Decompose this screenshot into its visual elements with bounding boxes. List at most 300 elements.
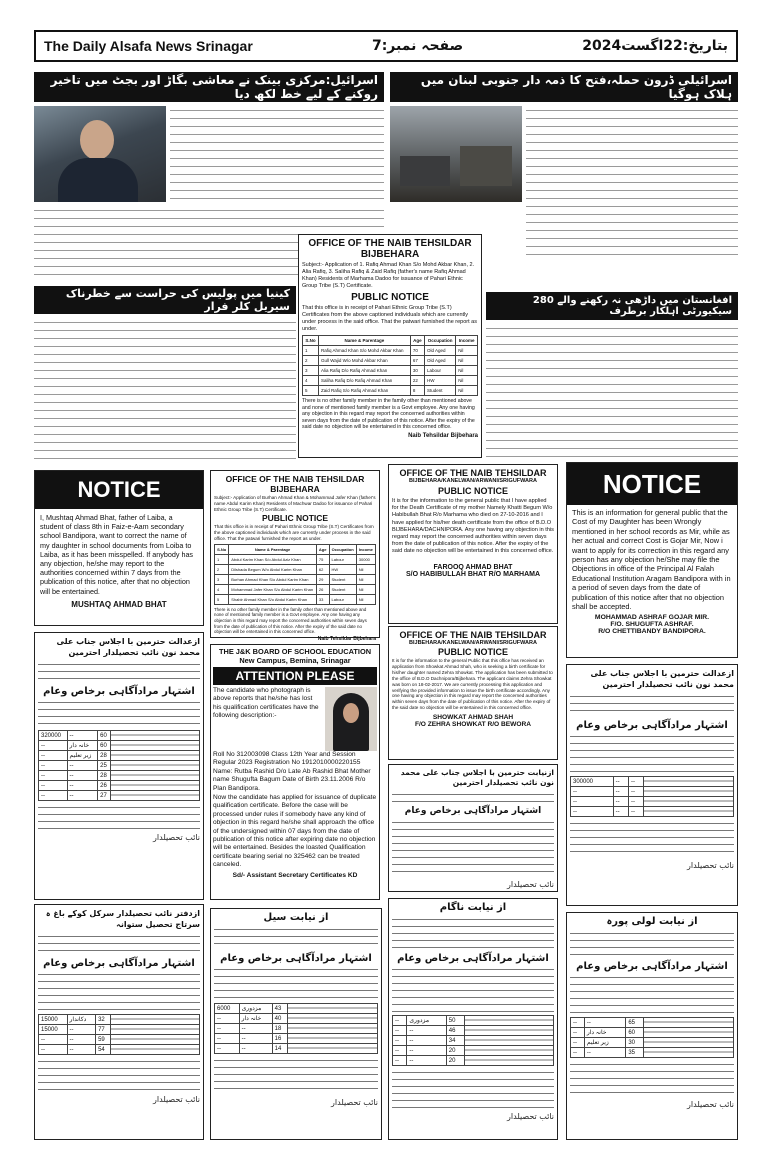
- table-cell: --: [67, 791, 98, 801]
- notice-title: اشتہار مرادآگاہی برخاص وعام: [397, 953, 549, 964]
- table-cell: 27: [98, 791, 111, 801]
- table-cell: Abdul Karim Khan S/o Abdul Aziz Khan: [229, 554, 317, 564]
- jk-board-notice: [210, 644, 380, 900]
- col-header: Income: [356, 544, 375, 554]
- col-header: Income: [456, 336, 478, 346]
- notice-text: [38, 1058, 200, 1092]
- table-cell: 43: [272, 1004, 288, 1014]
- table-row: [303, 346, 478, 356]
- table-cell: --: [67, 761, 98, 771]
- notice-head: از نیابت سیل: [263, 912, 329, 923]
- urdu-data-table: [570, 776, 734, 817]
- story-israel-lebanon: [390, 72, 738, 232]
- table-cell: Nil: [356, 594, 375, 604]
- table-row: [303, 386, 478, 396]
- table-cell: مزدوری: [407, 1016, 446, 1026]
- table-cell: 5: [303, 386, 319, 396]
- table-row: [39, 761, 200, 771]
- table-cell: Old Aged: [424, 356, 455, 366]
- table-cell: --: [393, 1046, 407, 1056]
- table-cell-name: [111, 751, 200, 761]
- table-cell: --: [407, 1056, 446, 1066]
- table-cell: 33: [316, 594, 329, 604]
- table-cell: 59: [96, 1035, 111, 1045]
- table-cell: --: [39, 1045, 68, 1055]
- table-cell: --: [629, 807, 644, 817]
- table-row: [571, 1018, 734, 1028]
- notice-signature: نائب تحصیلدار: [507, 880, 554, 889]
- table-row: [215, 1014, 378, 1024]
- naib-tehsildar-kanelwan-notice-1: [388, 464, 558, 624]
- notice-title: OFFICE OF THE NAIB TEHSILDAR: [399, 468, 547, 478]
- table-cell-name: [111, 791, 200, 801]
- table-row: [39, 741, 200, 751]
- table-cell: 65: [626, 1018, 644, 1028]
- table-cell: Old Aged: [424, 346, 455, 356]
- notice-head: از نیابت ناگام: [439, 902, 507, 913]
- urdu-notice-center-top: [388, 764, 558, 892]
- notice-subtitle: BIJBEHARA/KANELWAN/ARWANI/SRIGUFWARA: [409, 640, 537, 646]
- table-cell-name: [465, 1016, 554, 1026]
- table-row: [39, 731, 200, 741]
- col-header: Occupation: [424, 336, 455, 346]
- notice-label: PUBLIC NOTICE: [261, 513, 329, 524]
- table-cell: 28: [98, 771, 111, 781]
- table-cell-name: [111, 741, 200, 751]
- table-cell: Burhan Ahmad Khan S/o Abdul Karim Khan: [229, 574, 317, 584]
- notice-text: [38, 933, 200, 955]
- table-cell-name: [288, 1014, 378, 1024]
- notice-signature: نائب تحصیلدار: [153, 833, 200, 842]
- urdu-notice-right-mid: [566, 664, 738, 906]
- col-header: Name & Parentage: [229, 544, 317, 554]
- table-cell: Alia Rafiq D/o Rafiq Ahmad Khan: [319, 366, 411, 376]
- col-header: Age: [410, 336, 424, 346]
- table-cell-name: [465, 1056, 554, 1066]
- table-cell: 29: [316, 574, 329, 584]
- story-headline: افغانستان میں داڑھی نہ رکھنے والے 280 سیکیورٹی اہلکار برطرف: [486, 292, 738, 320]
- notice-text: [38, 699, 200, 727]
- urdu-notice-mid-bottom: [210, 908, 382, 1140]
- table-cell: Shabir Ahmad Khan S/o Abdul Karim Khan: [229, 594, 317, 604]
- col-header: S.No: [303, 336, 319, 346]
- table-cell: 3: [215, 574, 229, 584]
- story-photo: [390, 106, 522, 202]
- table-cell: 60: [98, 731, 111, 741]
- table-cell: 2: [215, 564, 229, 574]
- table-cell: Nil: [456, 376, 478, 386]
- notice-signature: F/O ZEHRA SHOWKAT R/O BEWORA: [414, 721, 532, 729]
- table-cell: --: [39, 781, 68, 791]
- table-cell-name: [465, 1026, 554, 1036]
- table-cell: Nil: [356, 564, 375, 574]
- table-cell: 50: [446, 1016, 465, 1026]
- notice-text: [570, 974, 734, 1014]
- table-cell-name: [111, 1045, 200, 1055]
- notice-subtitle: BIJBEHARA: [270, 484, 320, 494]
- table-row: [393, 1026, 554, 1036]
- board-signature: Sd/- Assistant Secretary Certificates KD: [232, 871, 358, 879]
- urdu-notice-left-bottom: [34, 904, 204, 1140]
- table-cell-name: [644, 1048, 734, 1058]
- notice-banner: NOTICE: [567, 463, 737, 505]
- story-headline: کینیا میں پولیس کی حراست سے خطرناک سیریل کلر فرار: [34, 286, 296, 314]
- table-cell: --: [613, 787, 628, 797]
- table-cell-name: [644, 777, 734, 787]
- table-cell: --: [239, 1034, 272, 1044]
- table-row: [39, 1015, 200, 1025]
- notice-text: [570, 820, 734, 858]
- table-cell: 14: [272, 1044, 288, 1054]
- urdu-notice-right-bottom: [566, 912, 738, 1140]
- board-body-mid: Roll No 312003098 Class 12th Year and Session Regular 2023 Registration No 1912010000220155 Name: Rutba Rashid D/o Late Ab Rashid Bhat Mother name Shugufta Bagum Date of Birth 23.11.2006 R/o Plan Bandipora.: [213, 751, 371, 792]
- notice-signature: نائب تحصیلدار: [507, 1112, 554, 1121]
- table-cell: خانہ دار: [239, 1014, 272, 1024]
- table-cell: --: [239, 1024, 272, 1034]
- notice-signature: MUSHTAQ AHMAD BHAT: [71, 599, 167, 609]
- table-cell-name: [111, 781, 200, 791]
- notice-title: اشتہار مرادآگاہی برخاص وعام: [43, 686, 195, 697]
- table-row: [393, 1036, 554, 1046]
- table-cell: 62: [316, 564, 329, 574]
- table-cell: 22: [410, 376, 424, 386]
- table-cell-name: [111, 1025, 200, 1035]
- table-row: [571, 1048, 734, 1058]
- notice-body: It is for the information to the general Public that this office has received an application from Showkat Ahmad Shah, who is seeking a birth certificate for his/her daughter named Zehra Showkat. The application has been submitted to the office of B.D.O Dachnipora/Bijbehara. The applicant claims Zehra Showkat was born on 18-02-2017. We are currently processing this application and verifying the provided information to issue the birth certificate accordingly. Any one having any objection in this regard may report the concerned authorities within seven days from the date of publication of this notice. After the expiry of the said date no objection will be entertained in this concerned office.: [392, 658, 553, 711]
- table-cell-name: [644, 1038, 734, 1048]
- notice-signature: نائب تحصیلدار: [687, 861, 734, 870]
- table-cell: --: [39, 791, 68, 801]
- notice-signature: FAROOQ AHMAD BHAT: [433, 563, 513, 571]
- table-cell-name: [288, 1034, 378, 1044]
- table-row: [571, 777, 734, 787]
- table-cell-name: [644, 1028, 734, 1038]
- table-cell: 40: [272, 1014, 288, 1024]
- notice-text: [570, 693, 734, 717]
- notice-signature: نائب تحصیلدار: [153, 1095, 200, 1104]
- story-text: [526, 106, 738, 256]
- table-cell: --: [613, 807, 628, 817]
- table-cell: --: [39, 771, 68, 781]
- table-cell: Nil: [456, 356, 478, 366]
- notice-head: ازنیابت حترمین با اجلاس جناب علی محمد نون نائب تحصیلدار احترمین: [400, 768, 554, 787]
- table-cell: --: [393, 1016, 407, 1026]
- notice-signature: F/O. SHUGUFTA ASHRAF.: [610, 621, 694, 629]
- col-header: S.No: [215, 544, 229, 554]
- table-cell-name: [111, 1035, 200, 1045]
- table-cell: خانہ دار: [67, 741, 98, 751]
- table-cell-name: [465, 1046, 554, 1056]
- page-number: صفحہ نمبر:7: [371, 38, 464, 54]
- story-headline: اسرائیل:مرکزی بینک نے معاشی بگاڑ اور بجٹ میں تاخیر روکنے کے لیے خط لکھ دیا: [34, 72, 384, 102]
- notice-body: That this office is in receipt of Pahari Ethnic Group Tribe (S.T) Certificates from the above captioned individuals which are currently under process in the said office. That the patwari furnished the report as under.: [214, 524, 374, 541]
- table-cell: 1: [303, 346, 319, 356]
- notice-text: [392, 791, 554, 803]
- table-cell: 30: [410, 366, 424, 376]
- table-cell-name: [288, 1004, 378, 1014]
- table-cell-name: [111, 761, 200, 771]
- table-cell: --: [67, 781, 98, 791]
- table-cell: Gull Wajid W/o Mohd Akbar Khan: [319, 356, 411, 366]
- table-cell: Student: [329, 574, 356, 584]
- table-row: [571, 797, 734, 807]
- table-cell: --: [571, 1038, 585, 1048]
- table-row: [215, 564, 376, 574]
- table-cell: --: [393, 1036, 407, 1046]
- table-cell: 320000: [39, 731, 68, 741]
- table-cell: --: [571, 1018, 585, 1028]
- table-cell: 26: [98, 781, 111, 791]
- table-cell: 46: [446, 1026, 465, 1036]
- notice-signature: نائب تحصیلدار: [331, 1098, 378, 1107]
- table-cell: Labour: [424, 366, 455, 376]
- table-cell: --: [584, 1048, 625, 1058]
- table-cell: Nil: [456, 366, 478, 376]
- urdu-data-table: [38, 730, 200, 801]
- table-header-row: [303, 336, 478, 346]
- naib-tehsildar-notice-2: [210, 470, 380, 642]
- notice-footer-text: There is no other family member in the family other than mentioned above and none of mentioned family member is a Govt employee. Any one having any objection in this regard may report the concerned authorities within seven days from the date of publication of this notice. After the expiry of the said date no objection will be entertained in this concerned office.: [214, 606, 367, 635]
- patwari-report-table: [302, 335, 478, 396]
- table-cell: 4: [303, 376, 319, 386]
- notice-body: That this office is in receipt of Pahari Ethnic Group Tribe (S.T) Certificates from the above captioned individuals which are currently under process in the said office. That the patwari furnished the report as under.: [302, 305, 477, 332]
- table-row: [215, 1034, 378, 1044]
- table-cell: --: [67, 1025, 96, 1035]
- table-cell: 15000: [39, 1015, 68, 1025]
- story-kenya: [34, 286, 296, 464]
- table-row: [39, 781, 200, 791]
- notice-text: [214, 966, 378, 1000]
- table-cell: --: [407, 1036, 446, 1046]
- urdu-data-table: [38, 1014, 200, 1055]
- notice-subtitle: BIJBEHARA: [360, 249, 420, 260]
- table-cell-name: [111, 771, 200, 781]
- notice-title: OFFICE OF THE NAIB TEHSILDAR: [225, 474, 365, 484]
- table-cell: 15000: [39, 1025, 68, 1035]
- issue-date: بتاریخ:22اگست2024: [582, 38, 728, 54]
- table-cell: دکاندار: [67, 1015, 96, 1025]
- table-row: [571, 1038, 734, 1048]
- table-cell: --: [629, 787, 644, 797]
- urdu-data-table: [214, 1003, 378, 1054]
- table-cell: Nil: [456, 346, 478, 356]
- table-row: [39, 1025, 200, 1035]
- table-row: [393, 1046, 554, 1056]
- notice-signature: SHOWKAT AHMAD SHAH: [432, 714, 514, 722]
- table-cell: 60: [98, 741, 111, 751]
- table-cell: Saliha Rafiq D/o Rafiq Ahmad Khan: [319, 376, 411, 386]
- table-cell: --: [215, 1044, 240, 1054]
- table-cell: --: [613, 777, 628, 787]
- story-text: [34, 318, 296, 462]
- table-cell: --: [215, 1024, 240, 1034]
- table-cell: 34: [446, 1036, 465, 1046]
- table-row: [393, 1056, 554, 1066]
- naib-tehsildar-notice-1: [298, 234, 482, 458]
- table-row: [39, 1035, 200, 1045]
- board-body-top: The candidate who photograph is above reports that he/she has lost his qualification certificates have the following description:-: [213, 687, 319, 720]
- table-row: [215, 1044, 378, 1054]
- notice-text: [570, 1061, 734, 1097]
- table-cell: --: [629, 797, 644, 807]
- table-cell-name: [288, 1044, 378, 1054]
- notice-body: This is an information for general public that the Cost of my Daughter has been Wrongly mentioned in her school records as Mir, while as her actual and correct Cost is Gojar Mir, Now i want to apply for its correction in this regard any person has any objection he/She may file the Objections in office of the Principal Al Falah Educational Institution Aragam Bandipora with in a period of seven days from the date of publication of this notice after that no objection shall be accepted.: [572, 508, 731, 612]
- table-row: [571, 787, 734, 797]
- table-row: [303, 356, 478, 366]
- table-cell-name: [644, 797, 734, 807]
- table-cell: --: [571, 807, 614, 817]
- table-cell: --: [571, 1048, 585, 1058]
- table-cell: Dilshada Begum W/o Abdul Karim Khan: [229, 564, 317, 574]
- notice-head: ازعدالت حترمین با اجلاس جناب علی محمد نون نائب تحصیلدار احترمین: [590, 669, 734, 689]
- notice-text: [214, 1057, 378, 1095]
- table-cell-name: [465, 1036, 554, 1046]
- table-cell: --: [407, 1026, 446, 1036]
- table-cell: خانہ دار: [584, 1028, 625, 1038]
- notice-signature: S/O HABIBULLAH BHAT R/O MARHAMA: [405, 570, 541, 578]
- table-cell: 54: [96, 1045, 111, 1055]
- board-title: THE J&K BOARD OF SCHOOL EDUCATION: [218, 647, 372, 656]
- col-header: Occupation: [329, 544, 356, 554]
- notice-text: [38, 661, 200, 683]
- table-cell: 77: [96, 1025, 111, 1035]
- table-cell: Labour: [329, 594, 356, 604]
- table-cell: زیر تعلیم: [67, 751, 98, 761]
- notice-text: [38, 804, 200, 830]
- table-cell: 6000: [215, 1004, 240, 1014]
- table-cell: --: [613, 797, 628, 807]
- table-cell: Nil: [356, 574, 375, 584]
- notice-head: از نیابت لولی پورہ: [606, 916, 698, 927]
- candidate-photo: [325, 687, 377, 751]
- notice-subject: Subject:- Application of 1. Rafiq Ahmad Khan S/o Mohd Akbar Khan, 2. Alia Rafiq, 3. Saliha Rafiq & Zaid Rafiq (father's name Rafiq Ahmad Khan) Residents of Marhama Dadoo for issuance of Pahari Ethnic Group Tribe (S.T) Certificate.: [302, 262, 475, 289]
- notice-title: اشتہار مرادآگاہی برخاص وعام: [43, 958, 195, 969]
- table-row: [39, 771, 200, 781]
- story-photo: [34, 106, 166, 202]
- table-cell: Mohammad Jafer Khan S/o Abdul Karim Khan: [229, 584, 317, 594]
- notice-footer-text: There is no other family member in the family other than mentioned above and none of mentioned family member is a Govt employee. Any one having any objection in this regard may report the concerned authorities within seven days from the date of publication of this notice. After the expiry of the said date no objection will be entertained in this concerned office.: [302, 398, 475, 431]
- table-row: [39, 1045, 200, 1055]
- table-cell: 67: [410, 356, 424, 366]
- notice-text: [570, 733, 734, 773]
- notice-label: PUBLIC NOTICE: [437, 647, 508, 657]
- notice-banner: NOTICE: [35, 471, 203, 509]
- notice-subject: Subject:- Application of Burhan Ahmad Khan & Mohammad Jafer Khan (father's name Abdul Karim Khan) Residents of Machwar Dadoo for issuance of Pahari Ethnic Group Tribe (S.T) Certificate.: [214, 495, 376, 512]
- table-cell: 300000: [571, 777, 614, 787]
- table-cell: --: [67, 1045, 96, 1055]
- table-cell: 60: [626, 1028, 644, 1038]
- notice-signature: MOHAMMAD ASHRAF GOJAR MIR.: [594, 614, 710, 622]
- table-cell: 35: [626, 1048, 644, 1058]
- notice-body: It is for the information to the general public that I have applied for the Death Certificate of my mother Namely Khatti Begum W/o Habibullah Bhat R/o Marhama who died on 27-10-2016 and I have applied for his/her death certificate from the office of B.D.O BIJBEHARA/DACHNIPORA. Any one having any objection in this regard may report the concerned authorities within seven days from the date of publication of this notice. After the expiry of the said date no objection will be entertained in this concerned office.: [392, 498, 554, 555]
- table-cell: --: [39, 1035, 68, 1045]
- table-cell: 20: [446, 1046, 465, 1056]
- col-header: Age: [316, 544, 329, 554]
- patwari-report-table: [214, 544, 376, 605]
- table-row: [393, 1016, 554, 1026]
- table-cell-name: [644, 807, 734, 817]
- attention-banner: ATTENTION PLEASE: [213, 667, 377, 685]
- table-cell: --: [39, 741, 68, 751]
- table-cell: Labour: [329, 554, 356, 564]
- story-afghanistan: [486, 292, 738, 464]
- table-cell: 75: [316, 554, 329, 564]
- table-cell-name: [288, 1024, 378, 1034]
- table-cell: 20: [446, 1056, 465, 1066]
- table-cell: Zaid Rafiq S/o Rafiq Ahmad Khan: [319, 386, 411, 396]
- table-cell: --: [239, 1044, 272, 1054]
- story-headline: اسرائیلی ڈرون حملہ،فتح کا ذمہ دار جنوبی لبنان میں ہلاک ہوگیا: [390, 72, 738, 102]
- table-cell: Nil: [356, 584, 375, 594]
- table-cell: زیر تعلیم: [584, 1038, 625, 1048]
- table-cell: --: [67, 731, 98, 741]
- table-cell: 30000: [356, 554, 375, 564]
- table-row: [303, 366, 478, 376]
- table-cell: --: [629, 777, 644, 787]
- table-row: [39, 791, 200, 801]
- table-cell: --: [39, 751, 68, 761]
- table-cell: --: [571, 787, 614, 797]
- notice-label: PUBLIC NOTICE: [437, 486, 508, 496]
- table-cell: HW: [424, 376, 455, 386]
- notice-text: [392, 966, 554, 1012]
- notice-title: OFFICE OF THE NAIB TEHSILDAR: [308, 238, 472, 249]
- notice-head: ازعدالت حترمین با اجلاس جناب علی محمد نون نائب تحصیلدار احترمین: [56, 637, 200, 657]
- notice-title: اشتہار مرادآگاہی برخاص وعام: [576, 961, 728, 972]
- table-cell-name: [111, 1015, 200, 1025]
- table-row: [215, 594, 376, 604]
- table-row: [215, 584, 376, 594]
- story-text: [486, 324, 738, 464]
- table-cell: 30: [626, 1038, 644, 1048]
- board-body-bottom: Now the candidate has applied for issuance of duplicate qualification certificate. Before the case will be processed under rules if somebody have any kind of objection in this regard he/she shall approach the office of the undersigned within 07 days from the date of publication of this notice after expiring date no objection will be entertained. Besides the loasted Qualification certificate bearing serial no 325462 can be treated canceled.: [213, 794, 377, 869]
- table-cell: --: [584, 1018, 625, 1028]
- naib-tehsildar-kanelwan-notice-2: [388, 626, 558, 760]
- table-cell: 28: [98, 751, 111, 761]
- notice-text: [570, 930, 734, 958]
- table-cell: --: [571, 797, 614, 807]
- notice-title: OFFICE OF THE NAIB TEHSILDAR: [399, 630, 547, 640]
- table-cell: --: [393, 1056, 407, 1066]
- notice-mushtaq: [34, 470, 204, 626]
- masthead: The Daily Alsafa News Srinagar: [44, 38, 253, 54]
- table-cell: 16: [272, 1034, 288, 1044]
- table-row: [571, 807, 734, 817]
- notice-ashraf: [566, 462, 738, 658]
- table-cell: 70: [410, 346, 424, 356]
- table-cell: --: [67, 1035, 96, 1045]
- notice-text: [392, 1069, 554, 1109]
- urdu-notice-center-bottom: [388, 898, 558, 1140]
- notice-title: اشتہار مرادآگاہی برخاص وعام: [576, 720, 728, 731]
- table-cell: مزدوری: [239, 1004, 272, 1014]
- notice-subtitle: BIJBEHARA/KANELWAN/ARWANI/SRIGUFWARA: [409, 478, 537, 484]
- notice-signature: Naib Tehsildar Bijbehara: [408, 432, 478, 439]
- notice-signature: نائب تحصیلدار: [687, 1100, 734, 1109]
- table-cell: 5: [215, 594, 229, 604]
- table-cell: 26: [316, 584, 329, 594]
- notice-label: PUBLIC NOTICE: [351, 292, 429, 303]
- table-cell: HW: [329, 564, 356, 574]
- board-subtitle: New Campus, Bemina, Srinagar: [239, 656, 351, 665]
- table-cell: 18: [272, 1024, 288, 1034]
- table-row: [215, 574, 376, 584]
- table-row: [215, 554, 376, 564]
- table-cell: 2: [303, 356, 319, 366]
- table-row: [215, 1024, 378, 1034]
- table-cell: --: [39, 761, 68, 771]
- table-cell: --: [67, 771, 98, 781]
